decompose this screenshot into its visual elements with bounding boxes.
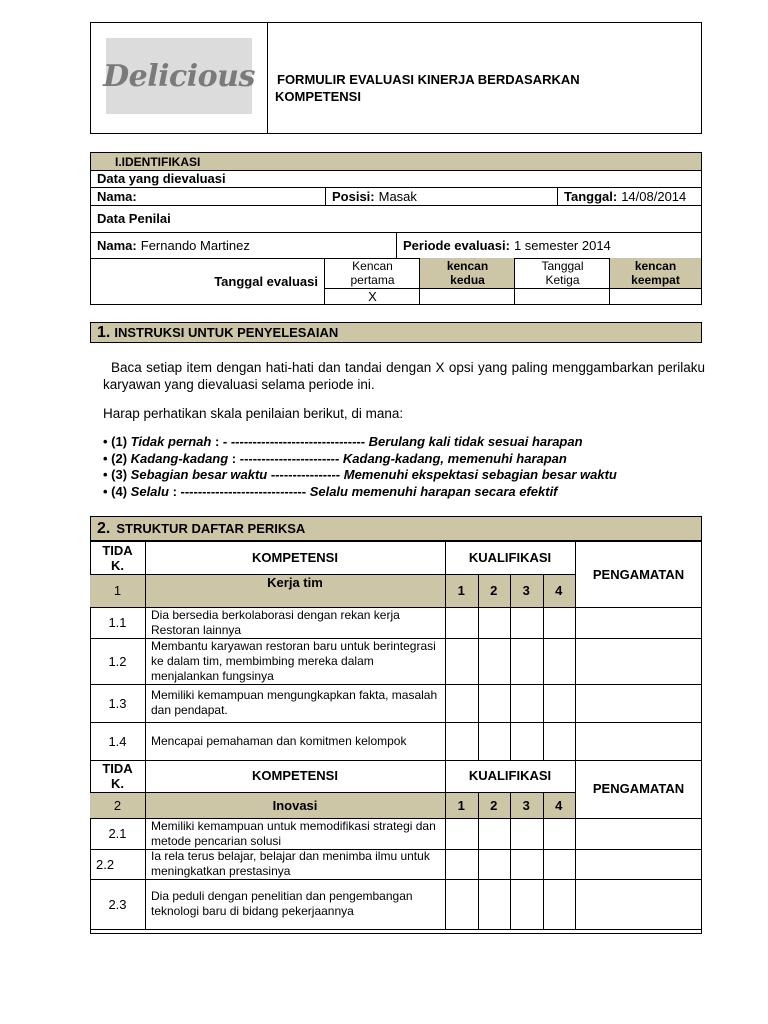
pengamatan-cell[interactable]: [575, 849, 702, 879]
eval-column-mark[interactable]: [420, 288, 515, 304]
eval-column-line1: Kencan: [352, 259, 393, 273]
instruksi-paragraph1: Baca setiap item dengan hati-hati dan tandai dengan X opsi yang paling menggambarkan perilaku karyawan yang dievaluasi selama periode ini.: [103, 360, 705, 392]
score-cell-4[interactable]: [543, 849, 576, 879]
item-number: 2.3: [108, 896, 127, 912]
data-penilai-label: [91, 205, 701, 232]
column-kualifikasi-header: KUALIFIKASI: [468, 768, 552, 783]
struktur-title: STRUKTUR DAFTAR PERIKSA: [116, 521, 306, 536]
column-tidak-header: TIDA K.: [102, 542, 133, 573]
item-text: Dia bersedia berkolaborasi dengan rekan kerja Restoran lainnya: [151, 607, 400, 637]
scale-separator: : - -------------------------------: [211, 434, 369, 449]
logo-divider: [267, 23, 268, 133]
col-divider: [543, 879, 544, 929]
logo-text: Delicious: [103, 58, 255, 94]
form-title: [275, 71, 580, 105]
scale-item: [103, 434, 713, 451]
identifikasi-table: [90, 152, 702, 305]
group-number: 2: [113, 797, 122, 813]
col-divider: [145, 879, 146, 929]
scale-item: [103, 451, 713, 468]
penilai-name-label: Nama:: [97, 237, 137, 253]
col-divider: [445, 879, 446, 929]
evaluee-name-field: [91, 187, 325, 205]
checklist-row: [90, 818, 702, 849]
scale-separator: : -----------------------------: [168, 483, 310, 499]
instruksi-title: INSTRUKSI UNTUK PENYELESAIAN: [114, 325, 339, 340]
score-header-2: 2: [490, 583, 498, 598]
header-box: [90, 22, 702, 134]
score-header-4: 4: [555, 583, 563, 598]
item-number: 1.1: [108, 615, 127, 630]
scale-prefix: • (2): [103, 450, 131, 466]
scale-separator: : -----------------------: [228, 450, 343, 466]
col-divider: [478, 818, 479, 849]
instruksi-header: [90, 322, 702, 343]
scale-prefix: • (4): [103, 483, 131, 499]
score-header-3: 3: [522, 797, 530, 813]
item-text: Membantu karyawan restoran baru untuk berintegrasi ke dalam tim, membimbing mereka dalam menjalankan fungsinya: [151, 638, 436, 683]
item-number: 2.2: [96, 856, 115, 872]
scale-item: [103, 484, 713, 501]
item-number: 1.4: [108, 733, 127, 749]
eval-column-header: [515, 258, 610, 288]
col-divider: [543, 792, 544, 818]
posisi-label: Posisi:: [332, 188, 375, 204]
eval-column-divider: [419, 258, 420, 304]
item-text: Memiliki kemampuan untuk memodifikasi strategi dan metode pencarian solusi: [151, 818, 436, 848]
checklist-row: [90, 849, 702, 879]
scale-prefix: • (1): [103, 434, 131, 449]
scale-item: [103, 467, 713, 484]
score-header-3: 3: [522, 583, 530, 598]
row-divider: [90, 792, 575, 793]
score-cell-4[interactable]: [543, 879, 576, 929]
eval-column-divider: [514, 258, 515, 304]
score-header-2: 2: [490, 797, 498, 813]
item-text: Ia rela terus belajar, belajar dan menimba ilmu untuk meningkatkan prestasinya: [151, 849, 430, 878]
data-penilai-text: Data Penilai: [97, 211, 171, 226]
eval-column-line2: kedua: [450, 273, 485, 287]
item-text: Memiliki kemampuan mengungkapkan fakta, masalah dan pendapat.: [151, 688, 438, 717]
col-divider: [575, 849, 576, 879]
eval-row-divider: [325, 288, 701, 289]
score-cell-1[interactable]: [445, 879, 478, 929]
eval-column-mark[interactable]: X: [368, 288, 377, 304]
score-cell-2[interactable]: [478, 879, 511, 929]
col-divider: [543, 849, 544, 879]
score-cell-1[interactable]: [445, 818, 478, 849]
struktur-header: [90, 516, 702, 541]
group-name: Inovasi: [272, 797, 318, 813]
scale-description: Selalu memenuhi harapan secara efektif: [309, 483, 558, 499]
form-title-line2: KOMPETENSI: [275, 89, 361, 104]
score-header-1: 1: [457, 583, 465, 598]
instruksi-paragraph2: Harap perhatikan skala penilaian berikut, di mana:: [103, 406, 404, 421]
eval-column-line2: pertama: [350, 273, 395, 287]
eval-column-header: [325, 258, 420, 288]
col-divider: [445, 759, 446, 818]
data-dievaluasi-label: [91, 170, 701, 187]
col-divider: [510, 849, 511, 879]
checklist-row: [90, 879, 702, 929]
eval-column-line2: Ketiga: [545, 273, 580, 287]
column-kualifikasi-header: KUALIFIKASI: [468, 550, 552, 565]
item-number: 1.2: [108, 653, 127, 669]
col-divider: [575, 818, 576, 849]
data-dievaluasi-text: Data yang dievaluasi: [97, 171, 226, 186]
struktur-number: 2.: [97, 519, 111, 537]
pengamatan-cell[interactable]: [575, 818, 702, 849]
group-name: Kerja tim: [267, 575, 323, 590]
col-divider: [510, 879, 511, 929]
row-divider: [90, 929, 702, 930]
column-tidak-header: TIDA K.: [102, 760, 133, 791]
checklist-tables: [90, 541, 702, 934]
eval-column-mark[interactable]: [610, 288, 701, 304]
score-header-1: 1: [457, 797, 465, 813]
posisi-field: [326, 187, 558, 205]
identifikasi-title: I.IDENTIFIKASI: [115, 154, 201, 169]
col-divider: [478, 879, 479, 929]
penilai-name-value: Fernando Martinez: [140, 237, 250, 253]
col-divider: [543, 818, 544, 849]
group-number: 1: [113, 583, 122, 598]
tanggal-evaluasi-label: [91, 258, 324, 304]
score-cell-3[interactable]: [510, 879, 543, 929]
column-kompetensi-header: KOMPETENSI: [252, 768, 338, 783]
eval-column-header: [420, 258, 515, 288]
eval-column-line1: Tanggal: [541, 259, 584, 273]
item-number: 2.1: [108, 826, 127, 841]
eval-column-divider: [609, 258, 610, 304]
rating-scale-list: [103, 434, 713, 500]
identifikasi-header: [91, 153, 701, 170]
scale-label: Sebagian besar waktu: [130, 467, 268, 482]
scale-description: Kadang-kadang, memenuhi harapan: [342, 450, 567, 466]
eval-column-line1: kencan: [634, 259, 677, 273]
score-cell-3[interactable]: [510, 818, 543, 849]
periode-label: Periode evaluasi:: [403, 237, 510, 253]
posisi-value: Masak: [378, 188, 417, 204]
score-cell-4[interactable]: [543, 818, 576, 849]
tanggal-field: [558, 187, 701, 205]
score-cell-2[interactable]: [478, 818, 511, 849]
scale-label: Tidak pernah: [130, 434, 212, 449]
item-text: Dia peduli dengan penelitian dan pengembangan teknologi baru di bidang pekerjaannya: [151, 889, 413, 918]
col-divider: [145, 849, 146, 879]
scale-label: Kadang-kadang: [130, 450, 229, 466]
col-divider: [478, 849, 479, 879]
instruksi-number: 1.: [97, 323, 111, 341]
scale-description: Berulang kali tidak sesuai harapan: [368, 434, 583, 449]
item-number: 1.3: [108, 695, 127, 711]
col-divider: [445, 818, 446, 849]
scale-prefix: • (3): [103, 467, 131, 482]
col-divider: [575, 759, 576, 818]
scale-label: Selalu: [130, 483, 169, 499]
col-divider: [478, 792, 479, 818]
evaluee-name-label: Nama:: [97, 188, 137, 204]
col-divider: [510, 792, 511, 818]
pengamatan-cell[interactable]: [575, 879, 702, 929]
tanggal-evaluasi-text: Tanggal evaluasi: [214, 273, 318, 289]
tanggal-label: Tanggal:: [564, 188, 618, 204]
item-text: Mencapai pemahaman dan komitmen kelompok: [151, 733, 407, 748]
eval-column-mark[interactable]: [515, 288, 610, 304]
logo: [103, 38, 255, 114]
score-cell-2[interactable]: [478, 849, 511, 879]
eval-column-header: [610, 258, 701, 288]
col-divider: [145, 759, 146, 818]
col-divider: [445, 849, 446, 879]
periode-field: [397, 232, 701, 258]
col-divider: [145, 818, 146, 849]
periode-value: 1 semester 2014: [513, 237, 611, 253]
column-pengamatan-header: PENGAMATAN: [592, 781, 685, 796]
checklist-group: [90, 541, 702, 934]
column-kompetensi-header: KOMPETENSI: [252, 550, 338, 565]
penilai-name-field: [91, 232, 396, 258]
score-cell-3[interactable]: [510, 849, 543, 879]
form-title-line1: FORMULIR EVALUASI KINERJA BERDASARKAN: [277, 72, 580, 87]
column-pengamatan-header: PENGAMATAN: [592, 566, 685, 582]
score-header-4: 4: [555, 797, 563, 813]
eval-column-line2: keempat: [631, 273, 680, 287]
tanggal-value: 14/08/2014: [621, 188, 687, 204]
col-divider: [510, 818, 511, 849]
scale-separator: ----------------: [267, 467, 344, 482]
score-cell-1[interactable]: [445, 849, 478, 879]
eval-column-line1: kencan: [446, 259, 489, 273]
scale-description: Memenuhi ekspektasi sebagian besar waktu: [343, 467, 617, 482]
col-divider: [575, 879, 576, 929]
